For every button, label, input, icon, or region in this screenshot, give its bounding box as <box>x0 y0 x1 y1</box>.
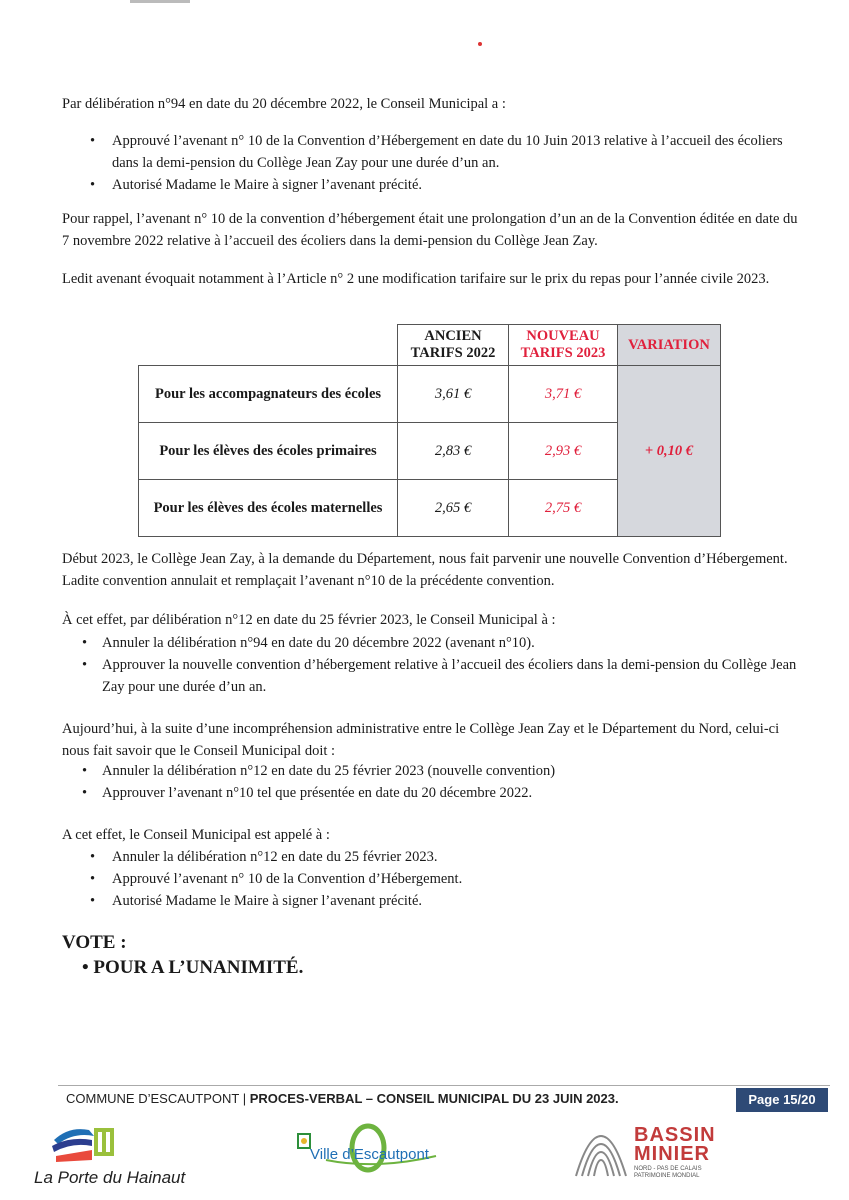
header-old-line1: ANCIEN <box>424 328 482 344</box>
list-item: • Approuver l’avenant n°10 tel que présentée en date du 20 décembre 2022. <box>78 782 804 804</box>
minier-text: MINIER <box>634 1143 710 1165</box>
vote-result: • POUR A L’UNANIMITÉ. <box>82 957 304 978</box>
list-item: • Annuler la délibération n°12 en date du 25 février 2023. <box>84 846 804 868</box>
footer-commune: COMMUNE D’ESCAUTPONT | <box>66 1091 250 1106</box>
list-item: • Approuvé l’avenant n° 10 de la Convention d’Hébergement. <box>84 868 804 890</box>
porte-du-hainaut-text: La Porte du Hainaut <box>34 1168 186 1187</box>
old-price: 2,65 € <box>398 480 509 537</box>
paragraph-aujourdhui: Aujourd’hui, à la suite d’une incompréhension administrative entre le Collège Jean Zay et le Département du Nord, celui-ci nous fait savoir que le Conseil Municipal doit : <box>62 721 780 759</box>
scan-speck <box>478 42 482 46</box>
nord-pas-de-calais-text: NORD - PAS DE CALAIS <box>634 1166 702 1172</box>
bassin-minier-logo <box>572 1124 716 1186</box>
new-price: 2,93 € <box>509 423 618 480</box>
footer-document-title: PROCES-VERBAL – CONSEIL MUNICIPAL DU 23 JUIN 2023. <box>249 1091 619 1106</box>
list-item: • Approuver la nouvelle convention d’hébergement relative à l’accueil des écoliers dans la demi-pension du Collège Jean Zay pour une durée d’un an. <box>78 654 804 698</box>
new-price: 2,75 € <box>509 480 618 537</box>
paragraph-rappel: Pour rappel, l’avenant n° 10 de la convention d’hébergement était une prolongation d’un an de la Convention éditée en date du 7 novembre 2022 relative à l’accueil des écoliers dans la demi-pension du Collège Jean Zay. <box>62 211 798 249</box>
list-deliberation-12 <box>78 632 804 698</box>
list-item: • Autorisé Madame le Maire à signer l’avenant précité. <box>84 890 804 912</box>
footer-title <box>66 1091 619 1106</box>
bassin-text: BASSIN <box>634 1124 716 1146</box>
paragraph-deliberation-12: À cet effet, par délibération n°12 en date du 25 février 2023, le Conseil Municipal à : <box>62 612 556 628</box>
header-old-line2: TARIFS 2022 <box>410 345 496 361</box>
header-new-tariffs <box>509 325 618 366</box>
paragraph-conseil-appele: A cet effet, le Conseil Municipal est appelé à : <box>62 827 330 843</box>
footer-divider <box>58 1085 830 1086</box>
row-label: Pour les élèves des écoles maternelles <box>139 480 398 537</box>
row-label: Pour les accompagnateurs des écoles <box>139 366 398 423</box>
patrimoine-mondial-text: PATRIMOINE MONDIAL <box>634 1173 700 1179</box>
vote-result-text: POUR A L’UNANIMITÉ. <box>93 957 304 978</box>
porte-du-hainaut-emblem-icon <box>34 1120 124 1164</box>
ville-escautpont-logo <box>296 1120 456 1195</box>
table-row <box>139 366 721 423</box>
scan-mark <box>130 0 190 3</box>
list-item: • Annuler la délibération n°94 en date du 20 décembre 2022 (avenant n°10). <box>78 632 804 654</box>
paragraph-debut-2023: Début 2023, le Collège Jean Zay, à la demande du Département, nous fait parvenir une nouvelle Convention d’Hébergement. Ladite convention annulait et remplaçait l’avenant n°10 de la précédente convention. <box>62 551 788 589</box>
paragraph-deliberation-94: Par délibération n°94 en date du 20 décembre 2022, le Conseil Municipal a : <box>62 96 506 112</box>
porte-du-hainaut-logo <box>34 1120 204 1190</box>
ville-escautpont-text: Ville d’Escautpont <box>310 1146 429 1163</box>
variation-value: + 0,10 € <box>618 366 721 537</box>
header-variation: VARIATION <box>618 325 721 366</box>
list-conseil-appele <box>84 846 804 912</box>
old-price: 2,83 € <box>398 423 509 480</box>
row-label: Pour les élèves des écoles primaires <box>139 423 398 480</box>
old-price: 3,61 € <box>398 366 509 423</box>
list-item: • Autorisé Madame le Maire à signer l’avenant précité. <box>84 174 804 196</box>
paragraph-article-2: Ledit avenant évoquait notamment à l’Article n° 2 une modification tarifaire sur le prix du repas pour l’année civile 2023. <box>62 271 770 287</box>
list-deliberation-94 <box>84 130 804 196</box>
header-empty-cell <box>139 325 398 366</box>
header-new-line1: NOUVEAU <box>526 328 600 344</box>
table-header-row <box>139 325 721 366</box>
header-old-tariffs <box>398 325 509 366</box>
list-aujourdhui <box>78 760 804 804</box>
header-new-line2: TARIFS 2023 <box>520 345 606 361</box>
new-price: 3,71 € <box>509 366 618 423</box>
page-number-badge: Page 15/20 <box>736 1088 828 1112</box>
bassin-minier-emblem-icon <box>572 1126 630 1184</box>
list-item: • Annuler la délibération n°12 en date du 25 février 2023 (nouvelle convention) <box>78 760 804 782</box>
vote-title: VOTE : <box>62 932 127 953</box>
list-item: • Approuvé l’avenant n° 10 de la Convention d’Hébergement en date du 10 Juin 2013 relative à l’accueil des écoliers dans la demi-pension du Collège Jean Zay pour une durée d’un an. <box>84 130 804 174</box>
tariff-table <box>138 324 721 537</box>
